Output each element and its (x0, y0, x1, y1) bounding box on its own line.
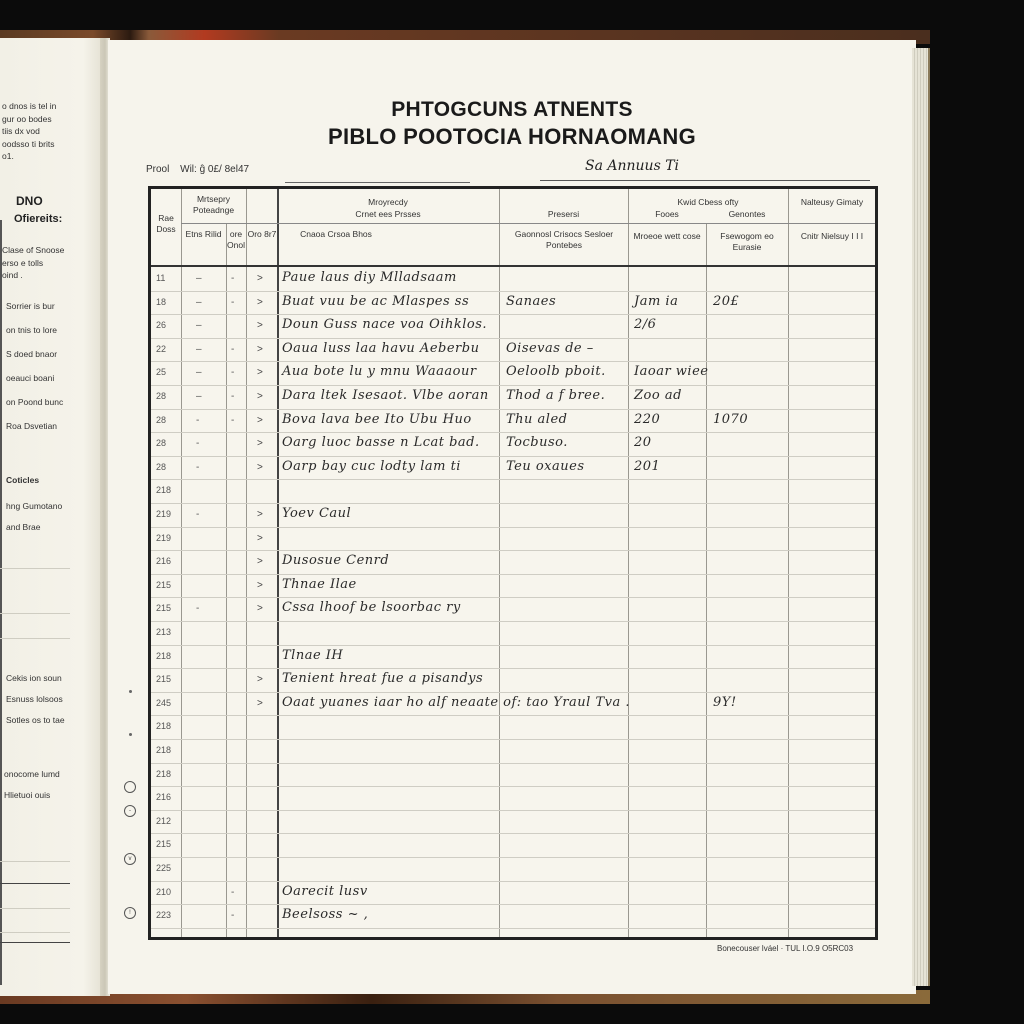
left-page-line (0, 908, 70, 909)
left-page-line (0, 568, 70, 569)
meta-label: Prool (146, 164, 170, 175)
margin-circle-icon (124, 781, 136, 793)
row-mark-b: - (231, 414, 235, 426)
row-rule (151, 456, 875, 457)
row-number: 245 (156, 697, 172, 708)
row-number: 218 (156, 745, 172, 755)
row-presersi: Oeloolb pboit. (506, 364, 606, 380)
row-rule (151, 928, 875, 929)
row-rule (151, 291, 875, 292)
row-rule (151, 810, 875, 811)
row-mark-a: – (196, 367, 202, 379)
row-mark-a: - (196, 603, 200, 615)
header-ore: ore Onol (227, 229, 245, 250)
row-rule (151, 338, 875, 339)
row-number: 219 (156, 532, 172, 543)
header-group-mroyrecdy: Mroyrecdy (368, 197, 408, 207)
meta-underline (285, 182, 470, 183)
row-arrow: > (257, 697, 263, 709)
col-divider (788, 189, 789, 937)
row-rule (151, 786, 875, 787)
row-mark-a: - (196, 461, 200, 473)
row-description: Oarp bay cuc lodty lam ti (282, 458, 461, 474)
row-arrow: > (257, 509, 263, 520)
row-rule (151, 857, 875, 858)
row-presersi: Sanaes (506, 293, 557, 309)
row-mark-a: – (196, 391, 202, 402)
left-page-line-text: Esnuss lolsoos (6, 694, 63, 704)
left-page-line-text: and Brae (6, 522, 41, 532)
row-description: Oarg luoc basse n Lcat bad. (282, 435, 480, 451)
left-page-line (0, 942, 70, 943)
left-page-line (0, 883, 70, 884)
row-rule (151, 904, 875, 905)
row-fooes: 2/6 (634, 317, 657, 333)
row-rule (151, 833, 875, 834)
margin-dot-icon (129, 690, 132, 693)
row-arrow: > (257, 556, 263, 568)
row-number: 215 (156, 579, 172, 590)
row-arrow: > (257, 296, 263, 308)
header-etns: Etns Rilid (185, 229, 222, 239)
row-number: 225 (156, 863, 172, 873)
row-arrow: > (257, 391, 263, 402)
row-arrow: > (257, 532, 263, 544)
col-divider (277, 189, 279, 937)
col-divider (706, 223, 707, 937)
row-mark-a: – (196, 273, 202, 284)
left-page-line-text: onocome lumd (4, 769, 60, 779)
col-divider (499, 189, 500, 937)
row-number: 215 (156, 839, 172, 850)
row-number: 215 (156, 674, 172, 685)
row-presersi: Thu aled (506, 411, 568, 427)
row-number: 28 (156, 438, 167, 449)
row-description: Aua bote lu y mnu Waaaour (282, 364, 477, 380)
row-rule (151, 692, 875, 693)
row-number: 216 (156, 792, 172, 803)
row-number: 218 (156, 721, 172, 732)
page-edges (912, 48, 930, 986)
left-page-line-text: oeauci boani (6, 373, 55, 383)
header-cnaoa: Cnaoa Crsoa Bhos (300, 229, 372, 239)
left-page-subheading: Coticles (6, 475, 40, 485)
header-presersi: Presersi (547, 209, 580, 219)
row-rule (151, 432, 875, 433)
ledger-table (148, 186, 878, 940)
row-rule (151, 621, 875, 622)
header-oro: Oro 8r7 (247, 229, 277, 239)
row-genontes: 20£ (713, 293, 740, 309)
row-description: Cssa lhoof be lsoorbac ry (282, 600, 461, 616)
row-mark-a: - (196, 438, 200, 450)
margin-dot-icon (129, 733, 132, 736)
row-mark-a: – (196, 343, 202, 355)
row-rule (151, 385, 875, 386)
row-fooes: Jam ia (634, 293, 679, 309)
row-arrow: > (257, 343, 263, 355)
row-rule (151, 409, 875, 410)
col-divider (246, 189, 247, 937)
left-page-line-text: Roa Dsvetian (6, 421, 58, 431)
row-presersi: Tocbuso. (506, 435, 568, 451)
row-description: Bova lava bee Ito Ubu Huo (282, 411, 472, 427)
row-rule (151, 645, 875, 646)
row-description: Tenient hreat fue a pisandys (282, 671, 484, 687)
row-rule (151, 881, 875, 882)
row-number: 18 (156, 296, 167, 307)
row-presersi: Thod a f bree. (506, 388, 606, 403)
margin-circle-icon: - (124, 805, 136, 817)
row-arrow: > (257, 438, 263, 450)
row-number: 28 (156, 391, 167, 401)
meta-value: Wil: ĝ 0£/ 8el47 (180, 164, 250, 175)
left-page-line-text: tiis dx vod (2, 126, 40, 136)
row-mark-b: - (231, 273, 235, 284)
row-rule (151, 314, 875, 315)
left-page-line-text: erso e tolls (2, 257, 44, 268)
row-number: 25 (156, 367, 167, 378)
row-mark-a: - (196, 509, 200, 520)
page-title-line-2: PIBLO POOTOCIA HORNAOMANG (327, 124, 697, 149)
row-rule (151, 527, 875, 528)
header-nalteusy: Nalteusy Gimaty (800, 197, 864, 207)
col-divider (181, 189, 182, 937)
row-number: 11 (156, 273, 166, 283)
margin-circle-icon: v (124, 853, 136, 865)
header-rae-doss: Rae Doss (156, 213, 176, 234)
left-page-line-text: oind . (2, 270, 23, 280)
row-rule (151, 574, 875, 575)
header-gaonnosl: Gaonnosl Crisocs Sesloer Pontebes (514, 229, 614, 250)
row-description: Oaat yuanes iaar ho alf neaate of: tao Yraul Tva . (282, 694, 630, 710)
header-divider (181, 223, 875, 224)
row-presersi: Oisevas de – (506, 340, 594, 356)
header-group-potadnge: Mrtsepry Poteadnge (192, 194, 235, 215)
left-page-line-text: hng Gumotano (6, 501, 63, 511)
row-fooes: 220 (634, 411, 661, 427)
row-rule (151, 668, 875, 669)
left-page-line-text: Clase of Snoose (2, 245, 65, 255)
row-rule (151, 597, 875, 598)
left-page-line-text: S doed bnaor (6, 349, 58, 359)
row-number: 216 (156, 556, 172, 567)
row-number: 218 (156, 485, 172, 496)
header-crnet: Crnet ees Prsses (355, 209, 421, 219)
row-rule (151, 715, 875, 716)
page-title-line-1: PHTOGCUNS ATNENTS (391, 98, 633, 121)
left-page-line (0, 861, 70, 862)
row-mark-b: - (231, 296, 235, 308)
left-page-line-text: o dnos is tel in (2, 101, 57, 111)
signature: Sa Annuus Ti (585, 158, 680, 174)
left-page-line-text: gur oo bodes (2, 113, 52, 124)
row-presersi: Teu oxaues (506, 458, 585, 474)
header-bottom-rule (151, 265, 875, 267)
left-page-heading: DNO (16, 194, 43, 208)
row-mark-b: - (231, 391, 235, 402)
row-description: Dara ltek Isesaot. Vlbe aoran (282, 388, 489, 403)
row-fooes: 201 (634, 458, 661, 474)
row-fooes: Zoo ad (634, 388, 682, 403)
meta-field (146, 164, 249, 175)
left-page-line-text: Sotles os to tae (6, 715, 65, 725)
col-divider (226, 223, 227, 937)
header-group-kwid: Kwid Cbess ofty (677, 197, 739, 207)
left-page-line-text: Cekis ion soun (6, 673, 62, 683)
left-page-line (0, 638, 70, 639)
header-cnitr: Cnitr Nielsuy I I I (800, 231, 864, 241)
row-mark-b: - (231, 367, 235, 379)
row-description: Thnae Ilae (282, 576, 357, 592)
row-number: 26 (156, 320, 167, 331)
header-genontes: Genontes (728, 209, 766, 219)
row-number: 223 (156, 910, 172, 921)
row-description: Yoev Caul (282, 506, 352, 521)
row-number: 215 (156, 603, 172, 614)
margin-circle-icon: ! (124, 907, 136, 919)
row-number: 213 (156, 627, 172, 637)
left-page-line-text: on Poond bunc (6, 397, 64, 407)
left-page-line-text: oodsso ti brits (2, 138, 55, 149)
signature-underline (540, 180, 870, 181)
row-arrow: > (257, 674, 263, 686)
row-fooes: 20 (634, 435, 652, 451)
header-mroeoe: Mroeoe wett cose (633, 231, 701, 241)
header-fooes: Fooes (655, 209, 679, 219)
left-page-heading-2: Ofiereits: (14, 213, 63, 225)
row-number: 218 (156, 650, 172, 661)
row-rule (151, 763, 875, 764)
left-page-line-text: Sorrier is bur (6, 301, 55, 311)
row-description: Paue laus diy Mlladsaam (282, 270, 457, 285)
row-description: Doun Guss nace voa Oihklos. (282, 317, 487, 333)
row-rule (151, 479, 875, 480)
row-mark-a: – (196, 296, 202, 308)
row-description: Tlnae IH (282, 647, 344, 663)
row-fooes: Iaoar wiee (634, 364, 709, 380)
row-mark-b: - (231, 886, 235, 898)
row-arrow: > (257, 461, 263, 473)
row-description: Oarecit lusv (282, 883, 368, 899)
row-number: 219 (156, 509, 172, 519)
row-description: Buat vuu be ac Mlaspes ss (282, 293, 470, 309)
row-number: 212 (156, 815, 172, 826)
left-page-line-text: Hlietuoi ouis (4, 790, 51, 800)
row-mark-a: – (196, 320, 202, 332)
row-arrow: > (257, 579, 263, 591)
row-number: 210 (156, 886, 172, 897)
col-divider (628, 189, 629, 937)
row-mark-a: - (196, 414, 200, 426)
header-fsewogom: Fsewogom eo Eurasie (720, 231, 774, 252)
row-genontes: 1070 (713, 411, 749, 427)
row-mark-b: - (231, 910, 235, 922)
left-page-line-text: on tnis to lore (6, 325, 58, 335)
left-page-rule (0, 220, 2, 985)
row-description: Oaua luss laa havu Aeberbu (282, 340, 480, 356)
row-mark-b: - (231, 343, 235, 355)
left-page-line (0, 932, 70, 933)
row-rule (151, 503, 875, 504)
row-rule (151, 739, 875, 740)
row-description: Dusosue Cenrd (282, 553, 390, 569)
left-page-line-text: o1. (2, 151, 14, 161)
row-arrow: > (257, 273, 263, 284)
row-number: 22 (156, 343, 167, 354)
left-page-line (0, 613, 70, 614)
row-arrow: > (257, 367, 263, 379)
row-rule (151, 361, 875, 362)
row-number: 218 (156, 768, 172, 779)
footer-imprint: Bonecouser lváel · TUL I.O.9 O5RC03 (717, 944, 854, 953)
left-page (0, 38, 104, 996)
row-number: 28 (156, 414, 167, 425)
row-rule (151, 550, 875, 551)
row-number: 28 (156, 461, 167, 472)
row-arrow: > (257, 603, 263, 615)
row-description: Beelsoss ~ , (282, 907, 369, 923)
row-arrow: > (257, 414, 263, 426)
row-genontes: 9Y! (713, 694, 737, 710)
row-arrow: > (257, 320, 263, 332)
